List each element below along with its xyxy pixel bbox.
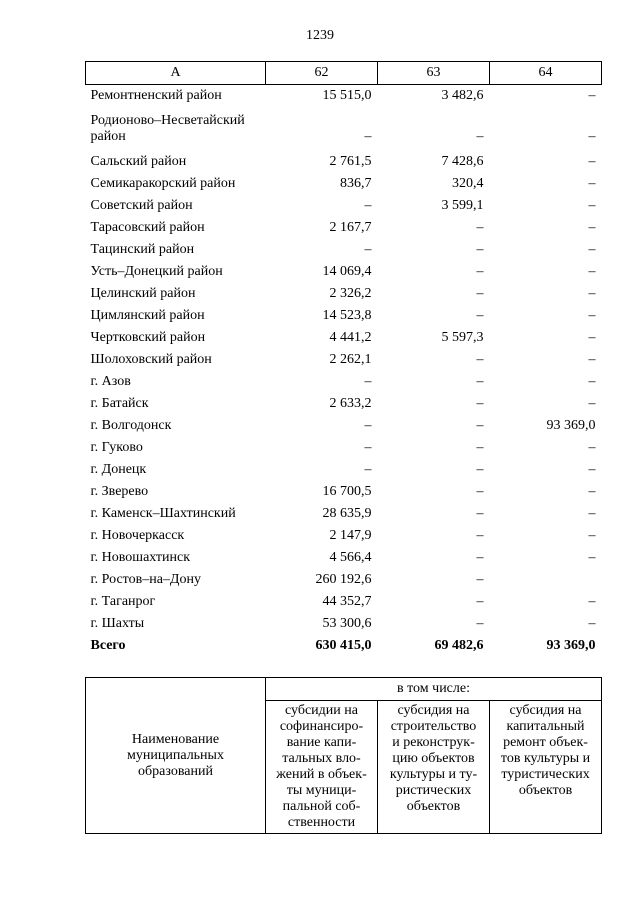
table-row	[86, 459, 602, 481]
value-64: –	[588, 286, 596, 301]
value-63: –	[476, 308, 484, 323]
value-62: 16 700,5	[322, 484, 372, 499]
municipality-name: г. Новочеркасск	[90, 528, 185, 543]
value-63: 320,4	[452, 176, 484, 191]
header-line: ты муници-	[286, 783, 357, 798]
table-row	[86, 107, 602, 151]
header-line: субсидии на	[285, 703, 358, 718]
table-row	[86, 481, 602, 503]
value-64: –	[588, 616, 596, 631]
municipality-name: Усть–Донецкий район	[90, 264, 223, 279]
value-64: –	[588, 550, 596, 565]
value-63: –	[476, 396, 484, 411]
header-line: Наименование	[131, 731, 220, 747]
value-62: 2 326,2	[329, 286, 372, 301]
value-63: –	[476, 242, 484, 257]
municipality-name: Сальский район	[90, 154, 187, 169]
header-line: культуры и ту-	[389, 767, 478, 782]
value-64: –	[588, 176, 596, 191]
value-62: 15 515,0	[322, 88, 372, 103]
municipality-name: Родионово–Несветайский район	[90, 113, 245, 144]
table-row	[86, 371, 602, 393]
header-line: вание капи-	[286, 735, 357, 750]
municipality-name: г. Ростов–на–Дону	[90, 572, 201, 587]
value-64: –	[588, 220, 596, 235]
municipality-name: г. Новошахтинск	[90, 550, 191, 565]
value-62: 4 441,2	[329, 330, 372, 345]
value-63: –	[476, 484, 484, 499]
table-row	[86, 437, 602, 459]
value-64: –	[588, 484, 596, 499]
value-63: –	[476, 440, 484, 455]
header-line: субсидия на	[509, 703, 582, 718]
table-row	[86, 85, 602, 108]
subsidy-capital-investment-header	[266, 701, 378, 834]
municipal-subsidy-table	[85, 61, 602, 657]
table-row	[86, 151, 602, 173]
including-header: в том числе:	[266, 678, 602, 701]
municipality-name: Семикаракорский район	[90, 176, 236, 191]
total-row	[86, 635, 602, 657]
value-63: –	[476, 528, 484, 543]
value-64: –	[588, 374, 596, 389]
table-row	[86, 283, 602, 305]
table-row	[86, 327, 602, 349]
municipality-name: Тацинский район	[90, 242, 195, 257]
header-line: объектов	[406, 799, 461, 814]
value-62: 14 069,4	[322, 264, 372, 279]
value-64: –	[588, 506, 596, 521]
header-line: и реконструк-	[392, 735, 475, 750]
value-62: 44 352,7	[322, 594, 372, 609]
municipality-name: Советский район	[90, 198, 193, 213]
value-63: 7 428,6	[441, 154, 484, 169]
table-row	[86, 217, 602, 239]
header-line: капитальный	[506, 719, 585, 734]
table-row	[86, 239, 602, 261]
value-62: –	[364, 198, 372, 213]
value-63: –	[476, 506, 484, 521]
value-62: –	[364, 462, 372, 477]
value-64: –	[588, 198, 596, 213]
value-64: –	[588, 528, 596, 543]
table-row	[86, 613, 602, 635]
municipality-name: г. Гуково	[90, 440, 143, 455]
value-64: –	[588, 440, 596, 455]
header-line: туристических	[501, 767, 590, 782]
municipality-name: г. Зверево	[90, 484, 149, 499]
municipality-name: г. Батайск	[90, 396, 149, 411]
value-64: –	[588, 154, 596, 169]
table-row	[86, 547, 602, 569]
value-64: –	[588, 264, 596, 279]
municipality-name: Ремонтненский район	[90, 88, 222, 103]
table-row	[86, 349, 602, 371]
value-64: –	[588, 352, 596, 367]
value-62: 2 262,1	[329, 352, 372, 367]
table-row	[86, 305, 602, 327]
table-header-row	[86, 62, 602, 85]
value-62: 53 300,6	[322, 616, 372, 631]
total-63: 69 482,6	[434, 638, 484, 653]
header-line: ристических	[395, 783, 472, 798]
header-line: пальной соб-	[282, 799, 361, 814]
value-63: –	[476, 550, 484, 565]
value-62: –	[364, 440, 372, 455]
table-row	[86, 195, 602, 217]
value-63: 3 482,6	[441, 88, 484, 103]
table-row	[86, 525, 602, 547]
value-64: –	[588, 308, 596, 323]
value-64: –	[588, 396, 596, 411]
header-line: тальных вло-	[282, 751, 361, 766]
value-62: –	[364, 242, 372, 257]
subsidy-repair-header	[490, 701, 602, 834]
municipality-name: Тарасовский район	[90, 220, 205, 235]
value-64	[490, 569, 602, 591]
value-62: 2 147,9	[329, 528, 372, 543]
value-62: –	[364, 374, 372, 389]
value-63: –	[476, 286, 484, 301]
value-63: –	[476, 264, 484, 279]
value-63: –	[476, 462, 484, 477]
municipality-name: г. Каменск–Шахтинский	[90, 506, 236, 521]
value-62: –	[364, 129, 372, 144]
value-62: 4 566,4	[329, 550, 372, 565]
header-line: тов культуры и	[500, 751, 591, 766]
value-62: 2 761,5	[329, 154, 372, 169]
municipality-name: Шолоховский район	[90, 352, 212, 367]
municipality-name: г. Таганрог	[90, 594, 156, 609]
table-row	[86, 173, 602, 195]
value-62: 14 523,8	[322, 308, 372, 323]
value-63: –	[476, 418, 484, 433]
value-63: –	[476, 129, 484, 144]
header-col-64: 64	[490, 62, 602, 85]
value-62: 2 633,2	[329, 396, 372, 411]
value-64: –	[588, 330, 596, 345]
table-row	[86, 503, 602, 525]
page-number: 1239	[306, 28, 334, 43]
municipality-name: г. Донецк	[90, 462, 147, 477]
municipality-name: Целинский район	[90, 286, 196, 301]
municipality-name: Чертковский район	[90, 330, 206, 345]
header-line: муниципальных	[127, 747, 224, 763]
municipality-name: г. Шахты	[90, 616, 145, 631]
value-63: –	[476, 374, 484, 389]
value-64: –	[588, 129, 596, 144]
municipality-name: г. Азов	[90, 374, 131, 389]
header-line: объектов	[518, 783, 573, 798]
table-row	[86, 261, 602, 283]
municipal-names-header	[86, 678, 266, 834]
value-63: –	[476, 352, 484, 367]
municipality-name: Цимлянский район	[90, 308, 205, 323]
header-col-a: А	[86, 62, 266, 85]
header-line: ремонт объек-	[503, 735, 588, 750]
value-64: –	[588, 462, 596, 477]
table-row	[86, 393, 602, 415]
header-line: цию объектов	[392, 751, 475, 766]
value-63: –	[476, 572, 484, 587]
value-62: 260 192,6	[315, 572, 372, 587]
value-62: –	[364, 418, 372, 433]
table-row	[86, 415, 602, 437]
value-63: –	[476, 616, 484, 631]
municipality-name: г. Волгодонск	[90, 418, 172, 433]
subsidy-construction-header	[378, 701, 490, 834]
header-line: субсидия на	[397, 703, 470, 718]
table-row	[86, 591, 602, 613]
value-63: –	[476, 220, 484, 235]
header-col-63: 63	[378, 62, 490, 85]
value-62: 836,7	[340, 176, 372, 191]
table-row	[86, 569, 602, 591]
value-62: 2 167,7	[329, 220, 372, 235]
column-description-table	[85, 677, 602, 834]
value-64: –	[588, 242, 596, 257]
value-64: –	[588, 88, 596, 103]
value-63: –	[476, 594, 484, 609]
value-64: –	[588, 594, 596, 609]
value-62: 28 635,9	[322, 506, 372, 521]
header-col-62: 62	[266, 62, 378, 85]
value-63: 5 597,3	[441, 330, 484, 345]
header-line: образований	[138, 763, 213, 779]
total-label: Всего	[90, 638, 126, 653]
header-line: ственности	[287, 815, 356, 830]
value-64: 93 369,0	[546, 418, 596, 433]
total-64: 93 369,0	[546, 638, 596, 653]
header-line: софинансиро-	[279, 719, 364, 734]
value-63: 3 599,1	[441, 198, 484, 213]
total-62: 630 415,0	[315, 638, 372, 653]
header-line: жений в объек-	[276, 767, 367, 782]
header-line: строительство	[390, 719, 477, 734]
